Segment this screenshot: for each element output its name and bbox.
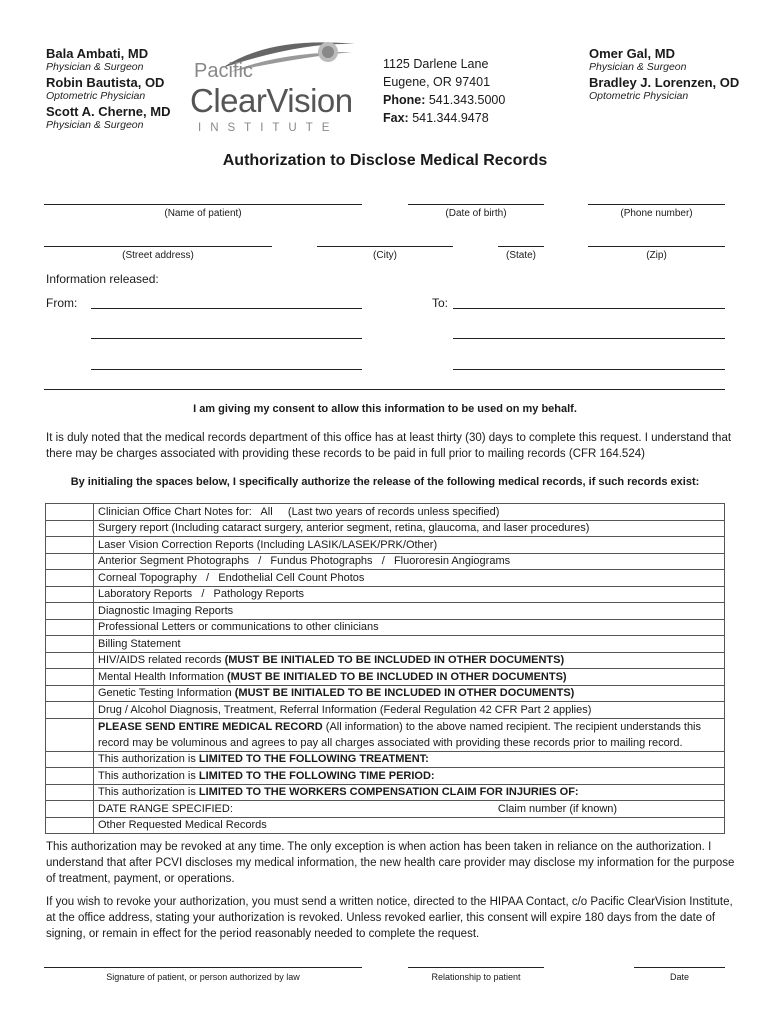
- table-row: [46, 586, 725, 603]
- record-item: DATE RANGE SPECIFIED: Claim number (if known): [94, 801, 725, 818]
- initial-instruction: By initialing the spaces below, I specifically authorize the release of the following medical records, if such records exist:: [70, 476, 700, 488]
- initial-box[interactable]: [46, 751, 94, 768]
- record-item: HIV/AIDS related records (MUST BE INITIALED TO BE INCLUDED IN OTHER DOCUMENTS): [94, 652, 725, 669]
- record-item: Surgery report (Including cataract surgery, anterior segment, retina, glaucoma, and laser procedures): [94, 520, 725, 537]
- doctor-name: Scott A. Cherne, MD: [46, 104, 171, 119]
- zip-field[interactable]: [588, 246, 725, 247]
- relationship-field[interactable]: [408, 967, 544, 968]
- doctor-name: Robin Bautista, OD: [46, 75, 165, 90]
- date-caption: Date: [669, 972, 689, 982]
- street-address-field[interactable]: [44, 246, 272, 247]
- consent-statement: I am giving my consent to allow this information to be used on my behalf.: [193, 403, 577, 415]
- record-item: This authorization is LIMITED TO THE FOLLOWING TIME PERIOD:: [94, 768, 725, 785]
- initial-box[interactable]: [46, 702, 94, 719]
- doctor-title: Optometric Physician: [589, 90, 689, 102]
- record-item: PLEASE SEND ENTIRE MEDICAL RECORD (All information) to the above named recipient. The recipient understands this record may be voluminous and agrees to pay all charges associated with providing these records prior to mailing record.: [94, 718, 725, 751]
- address-phone: Phone: 541.343.5000: [383, 93, 506, 107]
- table-row: [46, 652, 725, 669]
- processing-notice: It is duly noted that the medical records department of this office has at least thirty (30) days to complete this request. I understand that there may be charges associated with providing these records to be paid in full prior to mailing records (CFR 164.524): [46, 432, 732, 460]
- relationship-caption: Relationship to patient: [431, 972, 521, 982]
- doctor-name: Omer Gal, MD: [589, 46, 675, 61]
- revocation-instructions: If you wish to revoke your authorization, you must send a written notice, directed to the HIPAA Contact, c/o Pacific ClearVision Institute, at the office address, stating your authorization is revoked. Unless revoked earlier, this consent will expire 180 days from the date of signing, or remain in effect for the period reasonably needed to complete the request.: [46, 896, 733, 940]
- from-line-1[interactable]: [91, 308, 362, 309]
- initial-box[interactable]: [46, 520, 94, 537]
- initial-box[interactable]: [46, 619, 94, 636]
- section-divider: [44, 389, 725, 390]
- record-item: Laser Vision Correction Reports (Including LASIK/LASEK/PRK/Other): [94, 537, 725, 554]
- record-item: Professional Letters or communications to other clinicians: [94, 619, 725, 636]
- initial-box[interactable]: [46, 817, 94, 834]
- clearvision-logo: [180, 38, 360, 138]
- doctor-name: Bradley J. Lorenzen, OD: [589, 75, 740, 90]
- from-line-3[interactable]: [91, 369, 362, 370]
- record-item: Other Requested Medical Records: [94, 817, 725, 834]
- from-line-2[interactable]: [91, 338, 362, 339]
- doctor-title: Physician & Surgeon: [46, 61, 144, 73]
- to-line-2[interactable]: [453, 338, 725, 339]
- initial-box[interactable]: [46, 718, 94, 751]
- initial-box[interactable]: [46, 603, 94, 620]
- initial-box[interactable]: [46, 669, 94, 686]
- record-item: Billing Statement: [94, 636, 725, 653]
- street-address-caption: (Street address): [122, 250, 194, 261]
- doctor-title: Physician & Surgeon: [46, 119, 144, 131]
- logo-text-pacific: Pacific: [194, 60, 253, 82]
- table-row: [46, 751, 725, 768]
- initial-box[interactable]: [46, 586, 94, 603]
- table-row: [46, 801, 725, 818]
- table-row: [46, 768, 725, 785]
- table-row: [46, 570, 725, 587]
- address-fax: Fax: 541.344.9478: [383, 111, 489, 125]
- phone-number-caption: (Phone number): [620, 208, 693, 219]
- table-row: [46, 504, 725, 521]
- document-title: Authorization to Disclose Medical Records: [222, 152, 548, 169]
- date-field[interactable]: [634, 967, 725, 968]
- to-line-1[interactable]: [453, 308, 725, 309]
- name-of-patient-caption: (Name of patient): [164, 208, 242, 219]
- doctor-name: Bala Ambati, MD: [46, 46, 149, 61]
- record-item: Anterior Segment Photographs / Fundus Photographs / Fluororesin Angiograms: [94, 553, 725, 570]
- initial-box[interactable]: [46, 685, 94, 702]
- logo-text-institute: INSTITUTE: [198, 122, 339, 134]
- left-doctors: [46, 46, 170, 131]
- record-item: This authorization is LIMITED TO THE WORKERS COMPENSATION CLAIM FOR INJURIES OF:: [94, 784, 725, 801]
- table-row: [46, 636, 725, 653]
- date-of-birth-field[interactable]: [408, 204, 544, 205]
- record-item: Genetic Testing Information (MUST BE INITIALED TO BE INCLUDED IN OTHER DOCUMENTS): [94, 685, 725, 702]
- initial-box[interactable]: [46, 784, 94, 801]
- record-item: This authorization is LIMITED TO THE FOLLOWING TREATMENT:: [94, 751, 725, 768]
- records-table: [45, 503, 725, 834]
- information-released-label: Information released:: [46, 272, 159, 286]
- initial-box[interactable]: [46, 652, 94, 669]
- date-of-birth-caption: (Date of birth): [445, 208, 507, 219]
- record-item: Drug / Alcohol Diagnosis, Treatment, Referral Information (Federal Regulation 42 CFR Part 2 applies): [94, 702, 725, 719]
- initial-box[interactable]: [46, 636, 94, 653]
- table-row: [46, 685, 725, 702]
- table-row: [46, 520, 725, 537]
- record-item: Mental Health Information (MUST BE INITIALED TO BE INCLUDED IN OTHER DOCUMENTS): [94, 669, 725, 686]
- record-item: Diagnostic Imaging Reports: [94, 603, 725, 620]
- zip-caption: (Zip): [646, 250, 667, 261]
- table-row: [46, 619, 725, 636]
- table-row: [46, 817, 725, 834]
- logo-text-clearvision: ClearVision: [190, 82, 353, 119]
- name-of-patient-field[interactable]: [44, 204, 362, 205]
- table-row: [46, 669, 725, 686]
- city-caption: (City): [373, 250, 397, 261]
- table-row: [46, 784, 725, 801]
- initial-box[interactable]: [46, 768, 94, 785]
- state-caption: (State): [505, 250, 536, 261]
- table-row: [46, 702, 725, 719]
- from-label: From:: [46, 296, 78, 310]
- initial-box[interactable]: [46, 537, 94, 554]
- doctor-title: Physician & Surgeon: [589, 61, 687, 73]
- table-row: [46, 718, 725, 751]
- initial-box[interactable]: [46, 801, 94, 818]
- doctor-title: Optometric Physician: [46, 90, 146, 102]
- table-row: [46, 537, 725, 554]
- right-doctors: [589, 46, 739, 102]
- record-item: Corneal Topography / Endothelial Cell Count Photos: [94, 570, 725, 587]
- initial-box[interactable]: [46, 553, 94, 570]
- address-street: 1125 Darlene Lane: [383, 57, 489, 71]
- initial-box[interactable]: [46, 570, 94, 587]
- revocation-paragraph: This authorization may be revoked at any time. The only exception is when action has been taken in reliance on the authorization. I understand that after PCVI discloses my medical information, the new health care provider may disclose my information for the purpose of treatment, payment, or operations.: [46, 841, 735, 885]
- to-label: To:: [432, 296, 449, 310]
- city-field[interactable]: [317, 246, 453, 247]
- signature-field[interactable]: [44, 967, 362, 968]
- table-row: [46, 553, 725, 570]
- clinic-address: [383, 55, 505, 127]
- table-row: [46, 603, 725, 620]
- record-item: Clinician Office Chart Notes for: All (Last two years of records unless specified): [94, 504, 725, 521]
- address-city: Eugene, OR 97401: [383, 75, 491, 89]
- initial-box[interactable]: [46, 504, 94, 521]
- state-field[interactable]: [498, 246, 544, 247]
- signature-caption: Signature of patient, or person authorized by law: [106, 972, 300, 982]
- phone-number-field[interactable]: [588, 204, 725, 205]
- record-item: Laboratory Reports / Pathology Reports: [94, 586, 725, 603]
- to-line-3[interactable]: [453, 369, 725, 370]
